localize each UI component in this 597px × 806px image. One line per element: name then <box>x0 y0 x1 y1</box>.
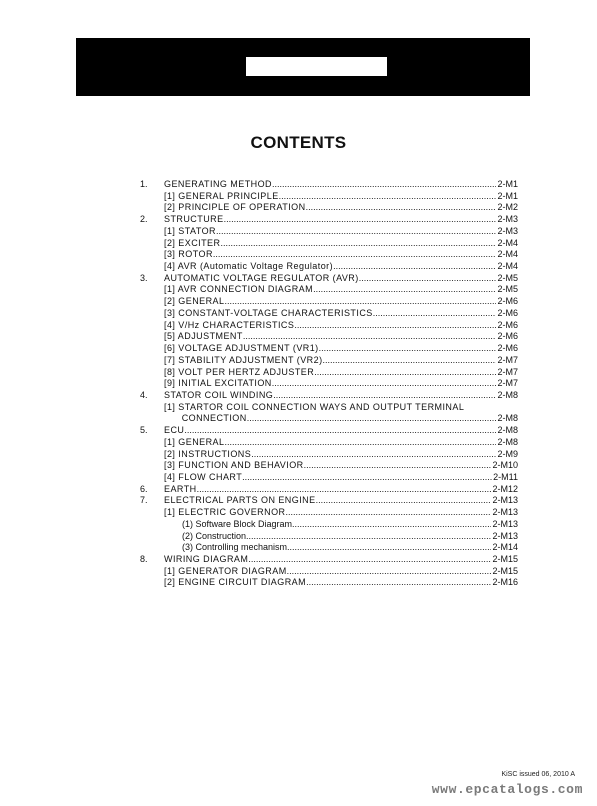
toc-entry-label: [2] ENGINE CIRCUIT DIAGRAM <box>164 577 307 588</box>
toc-entry-label: [8] VOLT PER HERTZ ADJUSTER <box>164 366 315 377</box>
toc-entry-line <box>164 507 518 519</box>
toc-dot-leader <box>279 191 497 203</box>
toc-dot-leader <box>333 261 496 273</box>
toc-entry[interactable] <box>140 390 518 402</box>
toc-page-number: 2-M5 <box>497 272 518 283</box>
toc-page-number: 2-M8 <box>497 436 518 447</box>
table-of-contents <box>140 179 518 589</box>
toc-entry-label: ELECTRICAL PARTS ON ENGINE <box>164 495 316 506</box>
toc-entry-label: [1] GENERATOR DIAGRAM <box>164 565 287 576</box>
toc-entry-label: STRUCTURE <box>164 214 224 225</box>
toc-entry-label: GENERATING METHOD <box>164 179 272 189</box>
toc-entry[interactable] <box>140 355 518 367</box>
toc-dot-leader <box>373 308 497 320</box>
toc-dot-leader <box>242 472 492 484</box>
toc-entry-label: [6] VOLTAGE ADJUSTMENT (VR1) <box>164 343 319 354</box>
toc-dot-leader <box>247 413 497 425</box>
toc-entry-label: EARTH <box>164 483 197 494</box>
toc-page-number: 2-M8 <box>497 413 518 424</box>
toc-entry-label: ECU <box>164 425 185 436</box>
toc-dot-leader <box>224 214 497 226</box>
toc-entry-label: [2] PRINCIPLE OF OPERATION <box>164 202 306 213</box>
toc-page-number: 2-M7 <box>497 366 518 377</box>
toc-page-number: 2-M3 <box>497 225 518 236</box>
toc-entry-line <box>164 249 518 261</box>
toc-entry-number: 6. <box>140 483 148 494</box>
toc-entry-number: 7. <box>140 495 148 506</box>
toc-entry[interactable] <box>140 554 518 566</box>
toc-dot-leader <box>306 202 497 214</box>
toc-entry-line <box>164 179 518 191</box>
toc-page-number: 2-M10 <box>492 460 518 471</box>
toc-page-number: 2-M2 <box>497 202 518 213</box>
toc-page-number: 2-M13 <box>492 495 518 506</box>
toc-entry-line <box>164 355 518 367</box>
toc-entry[interactable] <box>140 320 518 332</box>
toc-entry-label: [1] GENERAL PRINCIPLE <box>164 190 279 201</box>
toc-entry-label: (3) Controlling mechanism <box>182 542 288 553</box>
toc-entry[interactable] <box>140 425 518 437</box>
toc-entry-line <box>164 214 518 226</box>
toc-entry-number: 3. <box>140 272 148 283</box>
toc-entry-label: [1] AVR CONNECTION DIAGRAM <box>164 284 314 295</box>
toc-page-number: 2-M16 <box>492 577 518 588</box>
toc-entry-label: WIRING DIAGRAM <box>164 554 249 564</box>
toc-entry[interactable] <box>140 179 518 191</box>
toc-entry-label: [1] ELECTRIC GOVERNOR <box>164 507 286 518</box>
toc-page-number: 2-M15 <box>492 554 518 564</box>
toc-entry-line <box>164 378 518 390</box>
toc-page-number: 2-M6 <box>497 319 518 330</box>
toc-entry-line <box>164 343 518 355</box>
toc-dot-leader <box>285 507 491 519</box>
toc-page-number: 2-M8 <box>497 389 518 400</box>
toc-dot-leader <box>216 226 496 238</box>
toc-entry[interactable] <box>140 226 518 238</box>
toc-entry-line <box>164 331 518 343</box>
toc-entry[interactable] <box>140 202 518 214</box>
toc-page-number: 2-M4 <box>497 249 518 260</box>
toc-entry[interactable] <box>140 437 518 449</box>
toc-dot-leader <box>319 343 497 355</box>
toc-dot-leader <box>272 378 497 390</box>
toc-entry-label: [1] STATOR <box>164 225 217 236</box>
toc-entry[interactable] <box>140 214 518 226</box>
toc-dot-leader <box>313 284 496 296</box>
toc-page-number: 2-M15 <box>492 565 518 576</box>
toc-entry-line <box>182 531 518 543</box>
toc-page-number: 2-M6 <box>497 307 518 318</box>
toc-entry-label: [4] FLOW CHART <box>164 471 243 482</box>
toc-dot-leader <box>220 238 496 250</box>
toc-dot-leader <box>287 542 491 554</box>
toc-dot-leader <box>294 320 496 332</box>
toc-entry-line <box>164 261 518 273</box>
toc-entry-line <box>164 566 518 578</box>
toc-entry-label: [3] CONSTANT-VOLTAGE CHARACTERISTICS <box>164 307 373 318</box>
toc-entry-line <box>164 554 518 566</box>
toc-entry-line <box>164 284 518 296</box>
toc-dot-leader <box>213 249 497 261</box>
toc-entry-line <box>164 202 518 214</box>
toc-entry-number: 8. <box>140 554 148 564</box>
toc-entry[interactable] <box>140 449 518 461</box>
toc-dot-leader <box>287 566 492 578</box>
toc-dot-leader <box>246 531 491 543</box>
toc-dot-leader <box>251 449 496 461</box>
toc-page-number: 2-M7 <box>497 354 518 365</box>
toc-entry[interactable] <box>140 284 518 296</box>
toc-entry-number: 1. <box>140 179 148 189</box>
toc-page-number: 2-M1 <box>497 190 518 201</box>
toc-entry[interactable] <box>140 495 518 507</box>
toc-entry[interactable] <box>140 238 518 250</box>
toc-entry[interactable] <box>140 542 518 554</box>
toc-entry-number: 2. <box>140 214 148 225</box>
toc-page-number: 2-M4 <box>497 237 518 248</box>
toc-entry[interactable] <box>140 191 518 203</box>
toc-entry[interactable] <box>140 413 518 425</box>
toc-entry-label: [4] AVR (Automatic Voltage Regulator) <box>164 261 334 272</box>
toc-entry-line <box>164 226 518 238</box>
toc-dot-leader <box>314 367 496 379</box>
toc-entry-line <box>164 437 518 449</box>
toc-page-number: 2-M14 <box>492 542 518 553</box>
toc-entry-label: [3] ROTOR <box>164 249 213 260</box>
toc-entry-line <box>164 425 518 437</box>
toc-dot-leader <box>248 554 491 566</box>
toc-page-number: 2-M4 <box>497 261 518 272</box>
toc-entry[interactable] <box>140 249 518 261</box>
toc-entry-line <box>164 273 518 285</box>
toc-entry-line <box>164 413 518 425</box>
toc-page-number: 2-M6 <box>497 296 518 307</box>
toc-dot-leader <box>304 460 492 472</box>
toc-dot-leader <box>197 484 492 496</box>
toc-page-number: 2-M3 <box>497 214 518 225</box>
toc-entry-line <box>164 484 518 496</box>
toc-entry-label: AUTOMATIC VOLTAGE REGULATOR (AVR) <box>164 272 359 283</box>
toc-page-number: 2-M13 <box>492 530 518 541</box>
toc-entry-label: CONNECTION <box>164 413 247 424</box>
toc-page-number: 2-M6 <box>497 331 518 342</box>
toc-entry-label: [2] INSTRUCTIONS <box>164 448 252 459</box>
toc-entry-line <box>164 367 518 379</box>
toc-entry-line <box>164 191 518 203</box>
toc-page-number: 2-M8 <box>497 425 518 436</box>
toc-entry-line <box>164 320 518 332</box>
toc-dot-leader <box>316 495 492 507</box>
toc-entry-line <box>164 390 518 402</box>
toc-entry[interactable] <box>140 343 518 355</box>
issue-note: KiSC issued 06, 2010 A <box>501 771 575 778</box>
toc-entry[interactable] <box>140 378 518 390</box>
toc-entry-line <box>164 460 518 472</box>
toc-entry-line <box>164 472 518 484</box>
header-label-box <box>246 57 387 76</box>
toc-entry-label: [7] STABILITY ADJUSTMENT (VR2) <box>164 354 323 365</box>
toc-entry-label: (1) Software Block Diagram <box>182 518 293 529</box>
toc-entry-label: [9] INITIAL EXCITATION <box>164 378 272 389</box>
toc-entry-line <box>164 449 518 461</box>
toc-page-number: 2-M9 <box>497 448 518 459</box>
toc-entry-label: [1] STARTOR COIL CONNECTION WAYS AND OUTPUT TERMINAL <box>164 401 465 412</box>
toc-entry[interactable] <box>140 484 518 496</box>
toc-entry-label: [3] FUNCTION AND BEHAVIOR <box>164 460 304 471</box>
toc-dot-leader <box>323 355 497 367</box>
toc-dot-leader <box>306 577 491 589</box>
toc-entry-label: (2) Construction <box>182 530 247 541</box>
toc-entry[interactable] <box>140 472 518 484</box>
toc-dot-leader <box>292 519 491 531</box>
toc-entry[interactable] <box>140 531 518 543</box>
toc-page-number: 2-M13 <box>492 507 518 518</box>
toc-page-number: 2-M12 <box>492 483 518 494</box>
toc-entry[interactable] <box>140 577 518 589</box>
page-title: CONTENTS <box>250 133 347 152</box>
toc-page-number: 2-M1 <box>497 179 518 189</box>
toc-dot-leader <box>224 296 496 308</box>
toc-page-number: 2-M6 <box>497 343 518 354</box>
toc-entry-line <box>164 308 518 320</box>
toc-entry-label: STATOR COIL WINDING <box>164 389 274 400</box>
header-banner <box>76 38 530 96</box>
toc-entry[interactable] <box>140 261 518 273</box>
toc-page-number: 2-M7 <box>497 378 518 389</box>
toc-entry-line <box>164 495 518 507</box>
toc-entry-line <box>164 296 518 308</box>
toc-entry[interactable] <box>140 566 518 578</box>
toc-entry-label: [4] V/Hz CHARACTERISTICS <box>164 319 295 330</box>
toc-page-number: 2-M13 <box>492 518 518 529</box>
toc-dot-leader <box>224 437 496 449</box>
toc-entry[interactable] <box>140 507 518 519</box>
toc-entry-number: 4. <box>140 389 148 400</box>
toc-entry[interactable] <box>140 519 518 531</box>
toc-entry-label: [5] ADJUSTMENT <box>164 331 243 342</box>
toc-dot-leader <box>272 179 496 191</box>
toc-page-number: 2-M11 <box>493 471 518 482</box>
toc-page-number: 2-M5 <box>497 284 518 295</box>
toc-entry-line <box>182 542 518 554</box>
toc-entry-line <box>164 577 518 589</box>
toc-entry-line <box>182 519 518 531</box>
toc-dot-leader <box>359 273 497 285</box>
toc-entry[interactable] <box>140 273 518 285</box>
toc-entry-number: 5. <box>140 425 148 436</box>
toc-dot-leader <box>243 331 497 343</box>
toc-entry-label: [1] GENERAL <box>164 436 225 447</box>
toc-entry-line <box>164 402 518 414</box>
toc-entry[interactable] <box>140 460 518 472</box>
toc-entry-label: [2] GENERAL <box>164 296 225 307</box>
toc-entry-line <box>164 238 518 250</box>
toc-entry-label: [2] EXCITER <box>164 237 221 248</box>
toc-entry[interactable] <box>140 402 518 414</box>
watermark-text: www.epcatalogs.com <box>431 782 583 797</box>
toc-dot-leader <box>184 425 496 437</box>
toc-entry[interactable] <box>140 308 518 320</box>
toc-entry[interactable] <box>140 296 518 308</box>
toc-entry[interactable] <box>140 367 518 379</box>
toc-entry[interactable] <box>140 331 518 343</box>
toc-dot-leader <box>273 390 496 402</box>
